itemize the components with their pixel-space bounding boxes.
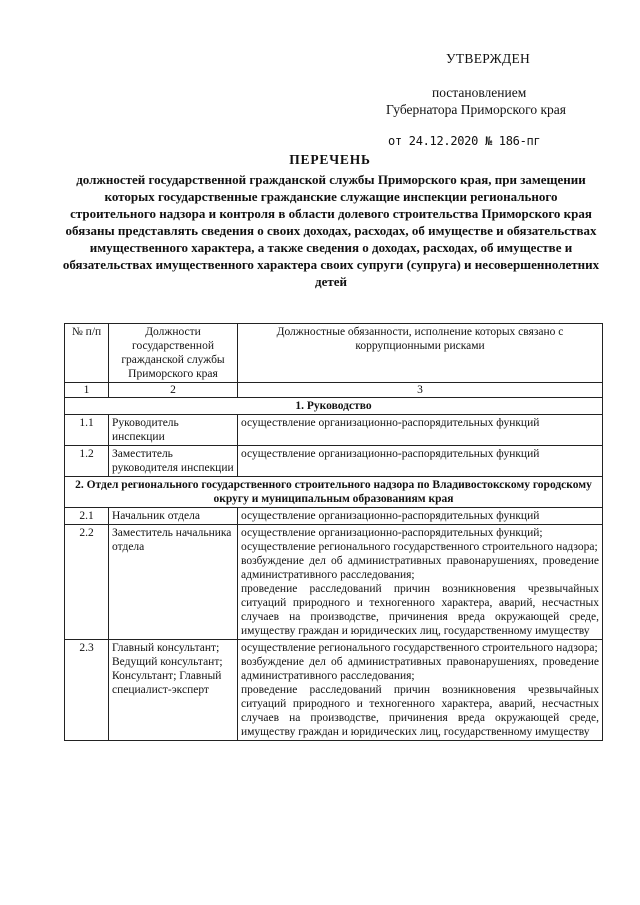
table-row [65, 415, 603, 446]
duty-item: осуществление регионального государственного строительного надзора; [241, 642, 598, 654]
table-header-row [65, 324, 603, 383]
approval-decree: постановлением [432, 85, 527, 100]
row-duties [238, 640, 603, 741]
table-row [65, 508, 603, 525]
document-title: ПЕРЕЧЕНЬ [289, 152, 371, 167]
section-title: 2. Отдел регионального государственного строительного надзора по Владивостокскому городскому округу и муниципальным образованиям края [65, 477, 603, 508]
header-duties: Должностные обязанности, исполнение которых связано с коррупционными рисками [238, 324, 603, 383]
row-position: Заместитель начальника отдела [109, 525, 238, 640]
row-number: 2.3 [65, 640, 109, 741]
column-number: 3 [238, 383, 603, 398]
duty-item: возбуждение дел об административных правонарушениях, проведение административного расследования; [241, 656, 599, 682]
row-position: Начальник отдела [109, 508, 238, 525]
row-duties [238, 446, 603, 477]
duty-item: проведение расследований причин возникновения чрезвычайных ситуаций природного и техногенного характера, аварий, несчастных случаев на производстве, причинения вреда окружающей среде, имуществу граждан и юридических лиц, государственному имуществу [241, 583, 599, 637]
section-heading-row [65, 398, 603, 415]
row-duties [238, 508, 603, 525]
positions-table [64, 323, 603, 741]
approval-stamp [376, 50, 616, 150]
row-number: 1.2 [65, 446, 109, 477]
table-row [65, 525, 603, 640]
duty-item: проведение расследований причин возникновения чрезвычайных ситуаций природного и техногенного характера, аварий, несчастных случаев на производстве, причинения вреда окружающей среде, имуществу граждан и юридических лиц, государственному имуществу [241, 684, 599, 738]
row-number: 2.2 [65, 525, 109, 640]
duty-item: осуществление организационно-распорядительных функций [241, 448, 540, 460]
row-position: Главный консультант; Ведущий консультант; Консультант; Главный специалист-эксперт [109, 640, 238, 741]
duty-item: осуществление организационно-распорядительных функций [241, 510, 540, 522]
column-number: 1 [65, 383, 109, 398]
approval-authority: Губернатора Приморского края [386, 102, 566, 117]
approval-heading: УТВЕРЖДЕН [446, 51, 531, 66]
column-number: 2 [109, 383, 238, 398]
row-position: Заместитель руководителя инспекции [109, 446, 238, 477]
section-title: 1. Руководство [65, 398, 603, 415]
table-row [65, 640, 603, 741]
column-number-row [65, 383, 603, 398]
row-number: 2.1 [65, 508, 109, 525]
header-position: Должности государственной гражданской службы Приморского края [109, 324, 238, 383]
row-duties [238, 415, 603, 446]
duty-item: осуществление организационно-распорядительных функций [241, 417, 540, 429]
row-number: 1.1 [65, 415, 109, 446]
document-subtitle: должностей государственной гражданской службы Приморского края, при замещении которых государственные гражданские служащие инспекции регионального строительного надзора и контроля в области долевого строительства Приморского края обязаны представлять сведения о своих доходах, расходах, об имуществе и обязательствах имущественного характера, а также сведения о доходах, расходах, об имуществе и обязательствах имущественного характера своих супруги (супруга) и несовершеннолетних детей [62, 172, 600, 289]
duty-item: осуществление организационно-распорядительных функций; [241, 527, 543, 539]
approval-date-number: от 24.12.2020 № 186-пг [388, 134, 541, 148]
header-number: № п/п [65, 324, 109, 383]
row-duties [238, 525, 603, 640]
duty-item: возбуждение дел об административных правонарушениях, проведение административного расследования; [241, 555, 599, 581]
table-row [65, 446, 603, 477]
row-position: Руководитель инспекции [109, 415, 238, 446]
section-heading-row [65, 477, 603, 508]
duty-item: осуществление регионального государственного строительного надзора; [241, 541, 598, 553]
